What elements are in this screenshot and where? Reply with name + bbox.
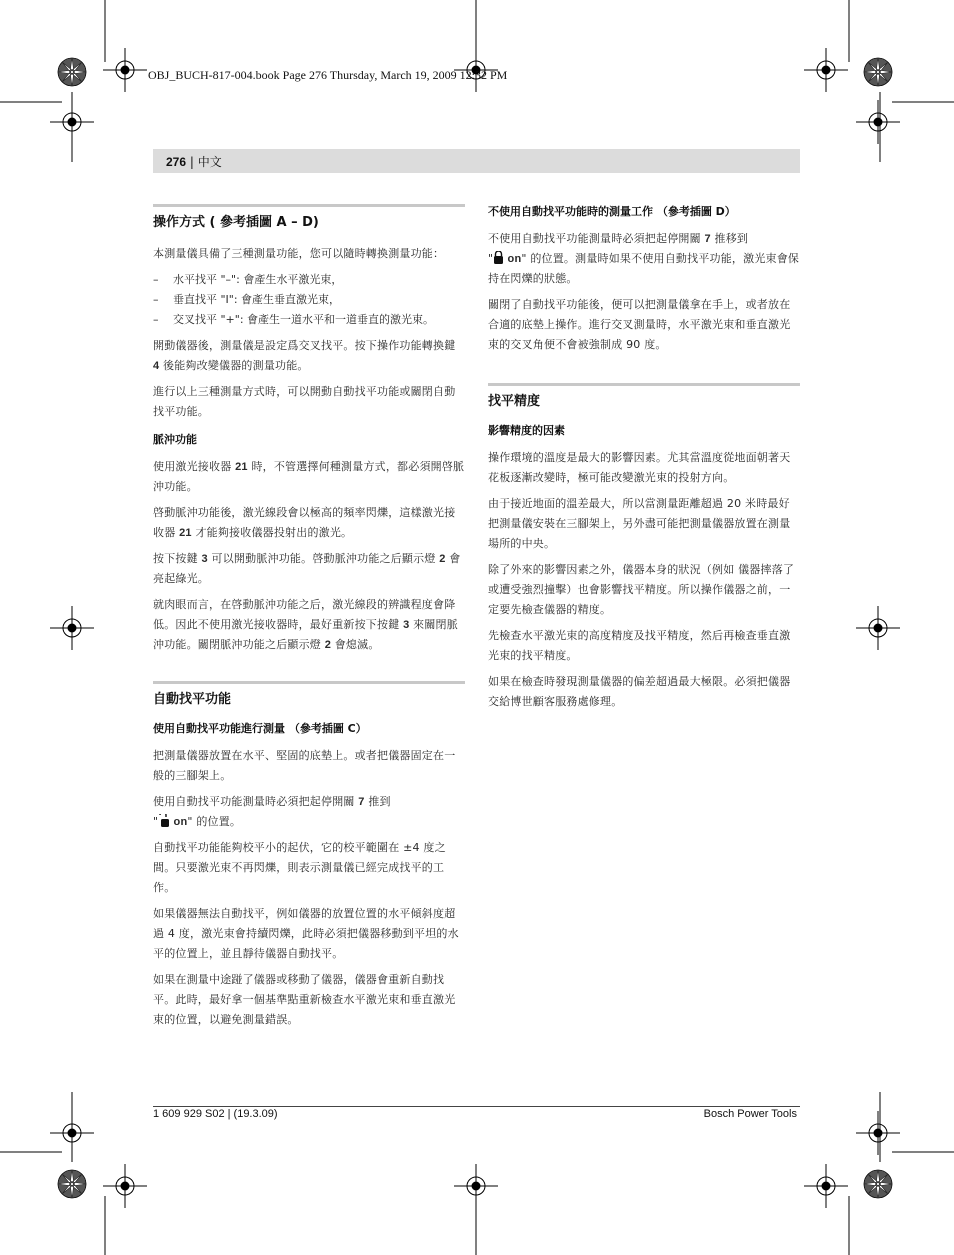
list-item: – 水平找平 "–": 會產生水平激光束，: [153, 273, 343, 286]
list-item: – 交叉找平 "+": 會產生一道水平和一道垂直的激光束。: [153, 313, 435, 326]
subsection-title-pulse: 脈沖功能: [153, 433, 197, 446]
lock-open-icon: [158, 814, 170, 827]
subsection-title-accuracy-factors: 影響精度的因素: [488, 424, 565, 437]
paragraph: 自動找平功能能夠校平小的起伏，它的校平範圍在 ±4 度之間。只要激光束不再閃爍，則表示測量儀已經完成找平的工作。: [153, 841, 446, 894]
subsection-title-auto-level-measure: 使用自動找平功能進行測量 （參考插圖 C）: [153, 722, 367, 735]
paragraph: 使用自動找平功能測量時必須把起停開關 7 推到 " on" 的位置。: [153, 795, 391, 828]
page-header: [166, 153, 222, 170]
footer-rule: [153, 1106, 800, 1107]
right-column: [488, 204, 800, 718]
paragraph: 把測量儀器放置在水平、堅固的底墊上。或者把儀器固定在一般的三腳架上。: [153, 749, 456, 782]
paragraph: 使用激光接收器 21 時，不管選擇何種測量方式，都必須開啓脈沖功能。: [153, 460, 465, 493]
section-title-auto-level: 自動找平功能: [153, 692, 232, 707]
header-language: 中文: [197, 155, 222, 169]
paragraph: 啓動脈沖功能後，激光線段會以極高的頻率閃爍，這樣激光接收器 21 才能夠接收儀器投射出的激光。: [153, 506, 456, 539]
paragraph: 按下按鍵 3 可以開動脈沖功能。啓動脈沖功能之后顯示燈 2 會亮起綠光。: [153, 552, 461, 585]
paragraph: 不使用自動找平功能測量時必須把起停開關 7 推移到 " on" 的位置。測量時如果不使用自動找平功能，激光束會保持在閃爍的狀態。: [488, 232, 800, 285]
lock-closed-icon: [493, 251, 504, 264]
section-title-level-accuracy: 找平精度: [488, 394, 541, 409]
list-item: – 垂直找平 "I": 會產生垂直激光束，: [153, 293, 341, 306]
paragraph: 開動儀器後，測量儀是設定爲交叉找平。按下操作功能轉換鍵 4 後能夠改變儀器的測量功能。: [153, 339, 456, 372]
left-column: [153, 204, 465, 1036]
paragraph: 如果在檢查時發現測量儀器的偏差超過最大極限。必須把儀器交給博世顧客服務處修理。: [488, 675, 791, 708]
mode-list: [153, 270, 465, 330]
section-rule: [153, 204, 465, 207]
section-rule: [153, 681, 465, 684]
footer-doc-number: 1 609 929 S02 | (19.3.09): [153, 1108, 278, 1120]
paragraph: 如果在測量中途踫了儀器或移動了儀器，儀器會重新自動找平。此時，最好拿一個基準點重新檢查水平激光束和垂直激光束的位置，以避免測量錯誤。: [153, 973, 456, 1026]
section-rule: [488, 383, 800, 386]
paragraph: 本測量儀具備了三種測量功能，您可以隨時轉換測量功能：: [153, 247, 445, 260]
footer-brand: Bosch Power Tools: [703, 1108, 797, 1120]
paragraph: 操作環境的溫度是最大的影響因素。尤其當溫度從地面朝著天花板逐漸改變時，極可能改變激光束的投射方向。: [488, 451, 791, 484]
paragraph: 如果儀器無法自動找平，例如儀器的放置位置的水平傾斜度超過 4 度，激光束會持續閃爍，此時必須把儀器移動到平坦的水平的位置上，並且靜待儀器自動找平。: [153, 907, 459, 960]
header-separator: |: [189, 155, 194, 169]
paragraph: 先檢查水平激光束的高度精度及找平精度，然后再檢查垂直激光束的找平精度。: [488, 629, 791, 662]
section-title-operation: 操作方式 ( 參考插圖 A – D): [153, 215, 319, 230]
page-number: 276: [166, 155, 187, 169]
paragraph: 就肉眼而言，在啓動脈沖功能之后，激光線段的辨識程度會降低。因此不使用激光接收器時，最好重新按下按鍵 3 來關閉脈沖功能。關閉脈沖功能之后顯示燈 2 會熄滅。: [153, 598, 458, 651]
file-slug-line: OBJ_BUCH-817-004.book Page 276 Thursday, March 19, 2009 12:32 PM: [148, 68, 508, 82]
paragraph: 由于接近地面的溫差最大，所以當測量距離超過 20 米時最好把測量儀安裝在三腳架上，另外盡可能把測量儀器放置在測量場所的中央。: [488, 497, 791, 550]
paragraph: 除了外來的影響因素之外，儀器本身的狀況（例如 儀器摔落了或遭受強烈撞擊）也會影響找平精度。所以操作儀器之前，一定要先檢查儀器的精度。: [488, 563, 795, 616]
page-header-bar: [153, 149, 800, 173]
subsection-title-manual-measure: 不使用自動找平功能時的測量工作 （參考插圖 D）: [488, 205, 736, 218]
paragraph: 進行以上三種測量方式時，可以開動自動找平功能或關閉自動找平功能。: [153, 385, 456, 418]
paragraph: 關閉了自動找平功能後，便可以把測量儀拿在手上，或者放在合適的底墊上操作。進行交叉測量時，水平激光束和垂直激光束的交叉角便不會被強制成 90 度。: [488, 298, 791, 351]
